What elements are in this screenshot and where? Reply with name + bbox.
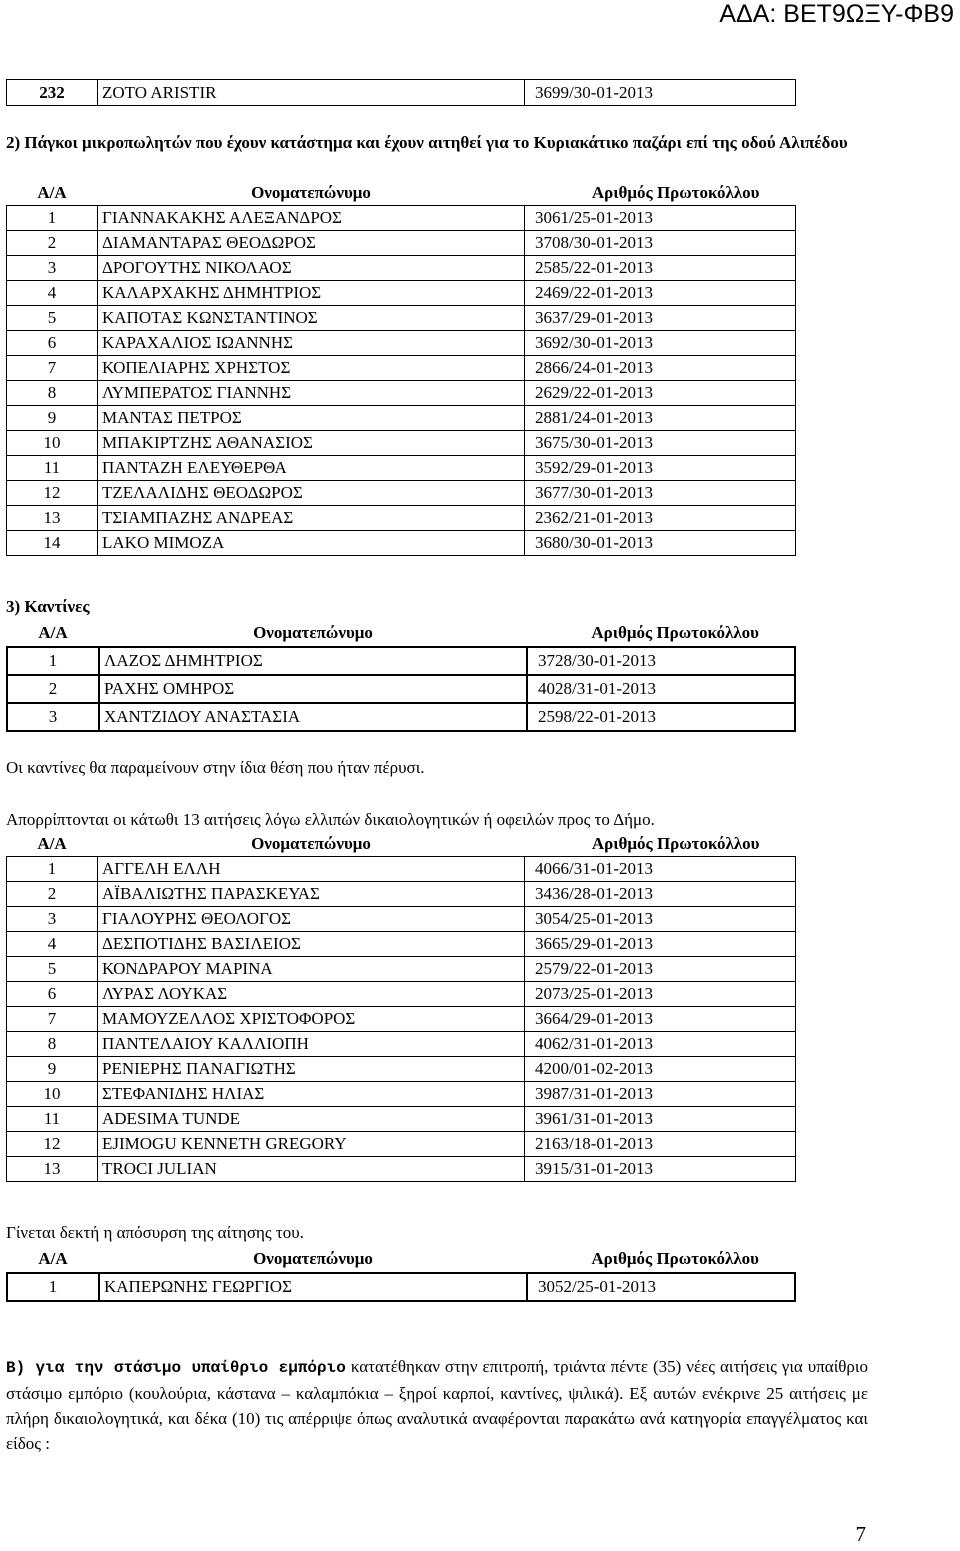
- row-number: 7: [7, 356, 98, 381]
- table-row: [7, 406, 796, 431]
- row-number: 13: [7, 506, 98, 531]
- row-protocol: 3061/25-01-2013: [525, 206, 796, 231]
- column-header: Αριθμός Πρωτοκόλλου: [591, 1249, 759, 1268]
- table-row: [7, 647, 795, 675]
- table-header-row: [7, 620, 795, 647]
- row-protocol: 4200/01-02-2013: [525, 1057, 796, 1082]
- row-number: 10: [7, 1082, 98, 1107]
- row-number: 13: [7, 1157, 98, 1182]
- row-protocol: 3692/30-01-2013: [525, 331, 796, 356]
- table-row: [7, 531, 796, 556]
- row-number: 9: [7, 406, 98, 431]
- row-number: 2: [7, 675, 99, 703]
- table-row: [7, 1273, 795, 1301]
- row-name: ΛΑΖΟΣ ΔΗΜΗΤΡΙΟΣ: [99, 647, 527, 675]
- row-protocol: 3987/31-01-2013: [525, 1082, 796, 1107]
- row-protocol: 3054/25-01-2013: [525, 907, 796, 932]
- row-number: 2: [7, 231, 98, 256]
- table-row: [7, 857, 796, 882]
- row-protocol: 2629/22-01-2013: [525, 381, 796, 406]
- page-number: 7: [855, 1522, 866, 1546]
- row-name: TROCI JULIAN: [98, 1157, 525, 1182]
- row-name: ΡΑΧΗΣ ΟΜΗΡΟΣ: [99, 675, 527, 703]
- row-name: ΤΖΕΛΑΛΙΔΗΣ ΘΕΟΔΩΡΟΣ: [98, 481, 525, 506]
- row-number: 1: [7, 857, 98, 882]
- table-row: [7, 907, 796, 932]
- rejected-table: [6, 832, 796, 1182]
- row-name: ΑΓΓΕΛΗ ΕΛΛΗ: [98, 857, 525, 882]
- row-name: ΚΑΛΑΡΧΑΚΗΣ ΔΗΜΗΤΡΙΟΣ: [98, 281, 525, 306]
- row-number: 12: [7, 481, 98, 506]
- table-row: [7, 231, 796, 256]
- table-row: [7, 331, 796, 356]
- row-number: 3: [7, 703, 99, 731]
- row-name: ΣΤΕΦΑΝΙΔΗΣ ΗΛΙΑΣ: [98, 1082, 525, 1107]
- row-number: 12: [7, 1132, 98, 1157]
- table-row: [7, 206, 796, 231]
- table-row: [7, 281, 796, 306]
- row-number: 11: [7, 456, 98, 481]
- section-b-text: κατατέθηκαν στην επιτροπή, τριάντα πέντε (35) νέες αιτήσεις για υπαίθριο στάσιμο εμπόριο (κουλούρια, κάστανα – καλαμπόκια – ξηροί καρποί, καντίνες, ψιλικά). Εξ αυτών ενέκρινε 25 αιτήσεις με πλήρη δικαιολογητικά, και δέκα (10) τις απέρριψε όπως αναλυτικά αναφέρονται παρακάτω ανά κατηγορία επαγγέλματος και είδος :: [6, 1357, 868, 1453]
- row-number: 3: [7, 256, 98, 281]
- row-protocol: 3592/29-01-2013: [525, 456, 796, 481]
- row-name: ΠΑΝΤΕΛΑΙΟΥ ΚΑΛΛΙΟΠΗ: [98, 1032, 525, 1057]
- section3-title: 3) Καντίνες: [6, 597, 90, 616]
- row-number: 9: [7, 1057, 98, 1082]
- table-row: [7, 1157, 796, 1182]
- row-name: ΚΟΠΕΛΙΑΡΗΣ ΧΡΗΣΤΟΣ: [98, 356, 525, 381]
- row-protocol: 4066/31-01-2013: [525, 857, 796, 882]
- table-row: [7, 381, 796, 406]
- table-row: [7, 1132, 796, 1157]
- row-number: 2: [7, 882, 98, 907]
- column-header: Ονοματεπώνυμο: [253, 1249, 373, 1268]
- row-name: ZOTO ARISTIR: [98, 80, 525, 106]
- row-name: ΔΕΣΠΟΤΙΔΗΣ ΒΑΣΙΛΕΙΟΣ: [98, 932, 525, 957]
- row-number: 5: [7, 306, 98, 331]
- row-name: ΜΑΝΤΑΣ ΠΕΤΡΟΣ: [98, 406, 525, 431]
- row-protocol: 3664/29-01-2013: [525, 1007, 796, 1032]
- row-protocol: 3961/31-01-2013: [525, 1107, 796, 1132]
- row-name: ΔΡΟΓΟΥΤΗΣ ΝΙΚΟΛΑΟΣ: [98, 256, 525, 281]
- table-row: [7, 431, 796, 456]
- row-name: ΔΙΑΜΑΝΤΑΡΑΣ ΘΕΟΔΩΡΟΣ: [98, 231, 525, 256]
- table-row: [7, 506, 796, 531]
- row-number: 6: [7, 331, 98, 356]
- row-name: ADESIMA TUNDE: [98, 1107, 525, 1132]
- row-number: 14: [7, 531, 98, 556]
- rejected-intro: Απορρίπτονται οι κάτωθι 13 αιτήσεις λόγω ελλιπών δικαιολογητικών ή οφειλών προς το Δήμο.: [6, 810, 655, 829]
- row-name: LAKO MIMOZA: [98, 531, 525, 556]
- row-protocol: 2163/18-01-2013: [525, 1132, 796, 1157]
- withdrawn-table: [6, 1246, 796, 1302]
- row-name: ΤΣΙΑΜΠΑΖΗΣ ΑΝΔΡΕΑΣ: [98, 506, 525, 531]
- row-protocol: 3680/30-01-2013: [525, 531, 796, 556]
- row-number: 5: [7, 957, 98, 982]
- row-protocol: 2866/24-01-2013: [525, 356, 796, 381]
- column-header: Α/Α: [38, 1249, 68, 1268]
- row-protocol: 2881/24-01-2013: [525, 406, 796, 431]
- row-number: 11: [7, 1107, 98, 1132]
- row-name: ΜΠΑΚΙΡΤΖΗΣ ΑΘΑΝΑΣΙΟΣ: [98, 431, 525, 456]
- column-header: Α/Α: [37, 834, 67, 853]
- row-name: ΛΥΜΠΕΡΑΤΟΣ ΓΙΑΝΝΗΣ: [98, 381, 525, 406]
- row-protocol: 3436/28-01-2013: [525, 882, 796, 907]
- table-row: [7, 1082, 796, 1107]
- row-protocol: 2598/22-01-2013: [527, 703, 795, 731]
- row-name: ΓΙΑΝΝΑΚΑΚΗΣ ΑΛΕΞΑΝΔΡΟΣ: [98, 206, 525, 231]
- row-protocol: 3728/30-01-2013: [527, 647, 795, 675]
- row-protocol: 3677/30-01-2013: [525, 481, 796, 506]
- row-number: 232: [7, 80, 98, 106]
- row-name: ΛΥΡΑΣ ΛΟΥΚΑΣ: [98, 982, 525, 1007]
- row-protocol: 2073/25-01-2013: [525, 982, 796, 1007]
- row-number: 1: [7, 1273, 99, 1301]
- row-protocol: 3637/29-01-2013: [525, 306, 796, 331]
- column-header: Α/Α: [37, 183, 67, 202]
- table-row: [7, 481, 796, 506]
- table-row: [7, 882, 796, 907]
- row-protocol: 3675/30-01-2013: [525, 431, 796, 456]
- row-protocol: 2579/22-01-2013: [525, 957, 796, 982]
- row-protocol: 2585/22-01-2013: [525, 256, 796, 281]
- row-protocol: 2469/22-01-2013: [525, 281, 796, 306]
- row-number: 1: [7, 647, 99, 675]
- section2-table: [6, 181, 796, 556]
- row-number: 4: [7, 281, 98, 306]
- row-protocol: 4062/31-01-2013: [525, 1032, 796, 1057]
- column-header: Αριθμός Πρωτοκόλλου: [591, 834, 760, 853]
- table-header-row: [7, 832, 796, 857]
- table-row: [7, 1057, 796, 1082]
- table-row: [7, 356, 796, 381]
- table-header-row: [7, 1246, 795, 1273]
- row-number: 3: [7, 907, 98, 932]
- row-name: ΑΪΒΑΛΙΩΤΗΣ ΠΑΡΑΣΚΕΥΑΣ: [98, 882, 525, 907]
- column-header: Ονοματεπώνυμο: [253, 623, 373, 642]
- top-row-table: [6, 79, 796, 106]
- table-header-row: [7, 181, 796, 206]
- row-protocol: 2362/21-01-2013: [525, 506, 796, 531]
- row-number: 6: [7, 982, 98, 1007]
- row-protocol: 3699/30-01-2013: [525, 80, 796, 106]
- row-name: ΧΑΝΤΖΙΔΟΥ ΑΝΑΣΤΑΣΙΑ: [99, 703, 527, 731]
- table-row: [7, 1107, 796, 1132]
- row-name: ΓΙΑΛΟΥΡΗΣ ΘΕΟΛΟΓΟΣ: [98, 907, 525, 932]
- table-row: [7, 1007, 796, 1032]
- table-row: [7, 1032, 796, 1057]
- column-header: Αριθμός Πρωτοκόλλου: [591, 183, 760, 202]
- row-number: 7: [7, 1007, 98, 1032]
- row-protocol: 3665/29-01-2013: [525, 932, 796, 957]
- table-row: [7, 982, 796, 1007]
- row-number: 4: [7, 932, 98, 957]
- section-b-paragraph: [6, 1354, 868, 1456]
- row-protocol: 3708/30-01-2013: [525, 231, 796, 256]
- table-row: [7, 932, 796, 957]
- row-name: ΚΟΝΔΡΑΡΟΥ ΜΑΡΙΝΑ: [98, 957, 525, 982]
- row-name: ΡΕΝΙΕΡΗΣ ΠΑΝΑΓΙΩΤΗΣ: [98, 1057, 525, 1082]
- row-number: 8: [7, 1032, 98, 1057]
- row-protocol: 3915/31-01-2013: [525, 1157, 796, 1182]
- row-name: ΚΑΠΟΤΑΣ ΚΩΝΣΤΑΝΤΙΝΟΣ: [98, 306, 525, 331]
- column-header: Ονοματεπώνυμο: [251, 834, 371, 853]
- table-row: [7, 456, 796, 481]
- table-row: [7, 256, 796, 281]
- column-header: Α/Α: [38, 623, 68, 642]
- row-name: ΜΑΜΟΥΖΕΛΛΟΣ ΧΡΙΣΤΟΦΟΡΟΣ: [98, 1007, 525, 1032]
- row-number: 10: [7, 431, 98, 456]
- section2-title: 2) Πάγκοι μικροπωλητών που έχουν κατάστημα και έχουν αιτηθεί για το Κυριακάτικο παζάρι επί της οδού Αλιπέδου: [6, 133, 848, 152]
- row-name: EJIMOGU KENNETH GREGORY: [98, 1132, 525, 1157]
- withdrawn-intro: Γίνεται δεκτή η απόσυρση της αίτησης του.: [6, 1223, 304, 1242]
- row-name: ΚΑΡΑΧΑΛΙΟΣ ΙΩΑΝΝΗΣ: [98, 331, 525, 356]
- row-protocol: 4028/31-01-2013: [527, 675, 795, 703]
- section3-table: [6, 620, 796, 732]
- row-number: 1: [7, 206, 98, 231]
- row-name: ΚΑΠΕΡΩΝΗΣ ΓΕΩΡΓΙΟΣ: [99, 1273, 527, 1301]
- table-row: [7, 675, 795, 703]
- table-row: [7, 957, 796, 982]
- ada-code: ΑΔΑ: ΒΕΤ9ΩΞΥ-ΦΒ9: [719, 0, 954, 28]
- column-header: Ονοματεπώνυμο: [251, 183, 371, 202]
- section-b-lead: Β) για την στάσιμο υπαίθριο εμπόριο: [6, 1359, 346, 1377]
- canteen-note: Οι καντίνες θα παραμείνουν στην ίδια θέση που ήταν πέρυσι.: [6, 758, 425, 777]
- table-row: [7, 703, 795, 731]
- column-header: Αριθμός Πρωτοκόλλου: [591, 623, 759, 642]
- row-name: ΠΑΝΤΑΖΗ ΕΛΕΥΘΕΡΘΑ: [98, 456, 525, 481]
- table-row: [7, 306, 796, 331]
- row-protocol: 3052/25-01-2013: [527, 1273, 795, 1301]
- row-number: 8: [7, 381, 98, 406]
